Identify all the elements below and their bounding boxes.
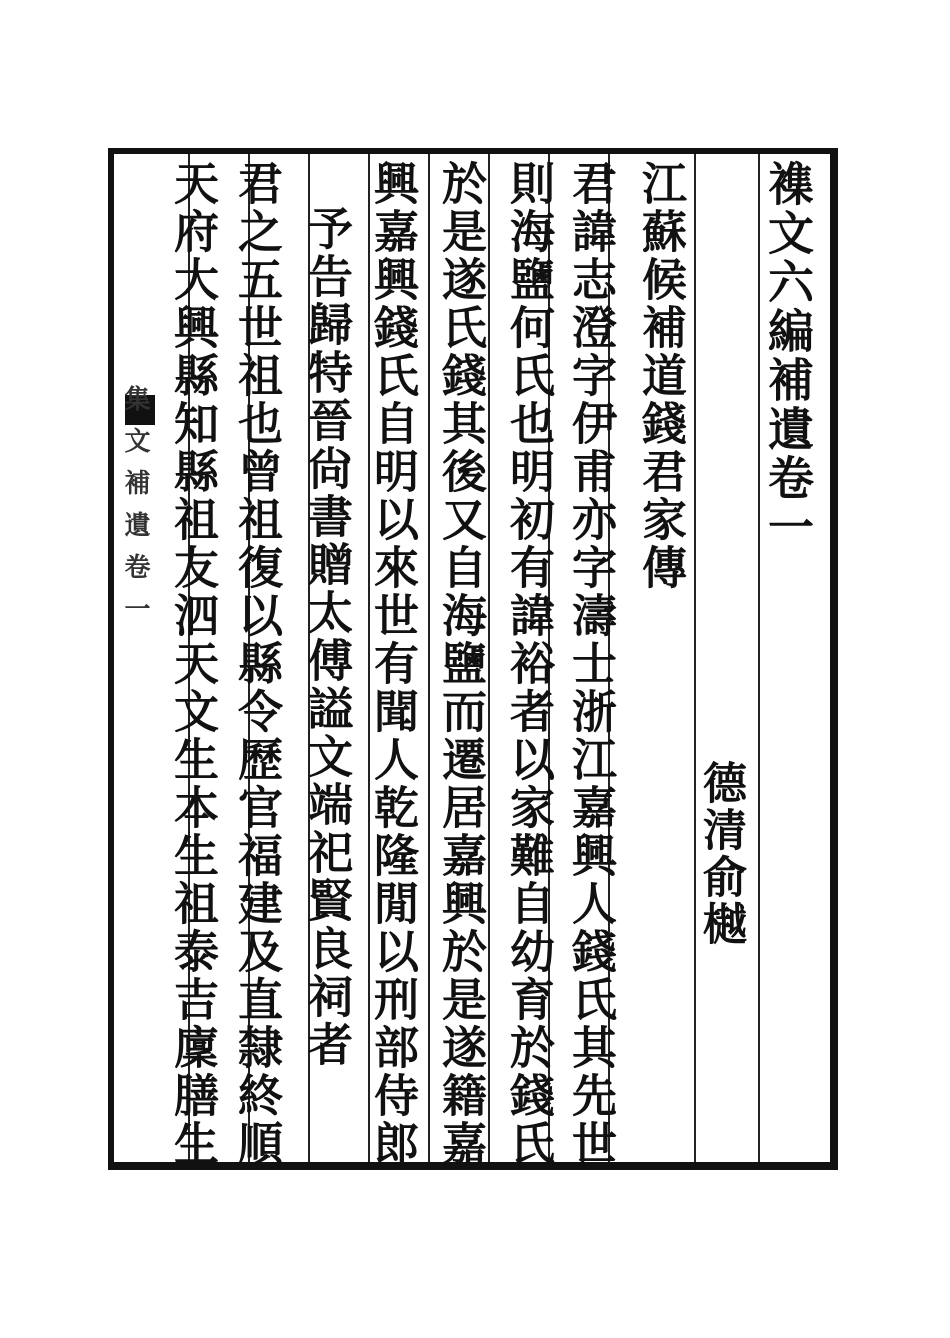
- text-segment: 贈太傅謚文端祀賢良祠者: [300, 541, 353, 1069]
- page-title: 襍文六編補遺卷一: [761, 160, 815, 552]
- spine-text: 集文補遺卷一: [120, 385, 150, 637]
- column-rule: [694, 154, 696, 1162]
- article-heading: 江蘇候補道錢君家傳: [634, 160, 687, 592]
- text-segment: 特晉尙書: [300, 349, 353, 541]
- text-column-4: 興嘉興錢氏自明以來世有聞人乾隆閒以刑部侍郎: [366, 160, 419, 1168]
- text-column-5: 君之五世祖也曾祖復以縣令歷官福建及直隸終順: [230, 160, 283, 1168]
- text-column-6: 天府大興縣知縣祖友泗天文生本生祖泰吉廩膳生: [166, 160, 219, 1168]
- text-column-2: 則海鹽何氏也明初有諱裕者以家難自幼育於錢氏: [502, 160, 555, 1168]
- text-column-special: [296, 205, 356, 1069]
- text-column-1: 君諱志澄字伊甫亦字濤士浙江嘉興人錢氏其先世: [564, 160, 617, 1168]
- text-segment: 予告歸: [300, 205, 353, 349]
- text-column-3: 於是遂氏錢其後又自海鹽而遷居嘉興於是遂籍嘉: [434, 160, 487, 1168]
- author-line: 德清俞樾: [695, 760, 746, 948]
